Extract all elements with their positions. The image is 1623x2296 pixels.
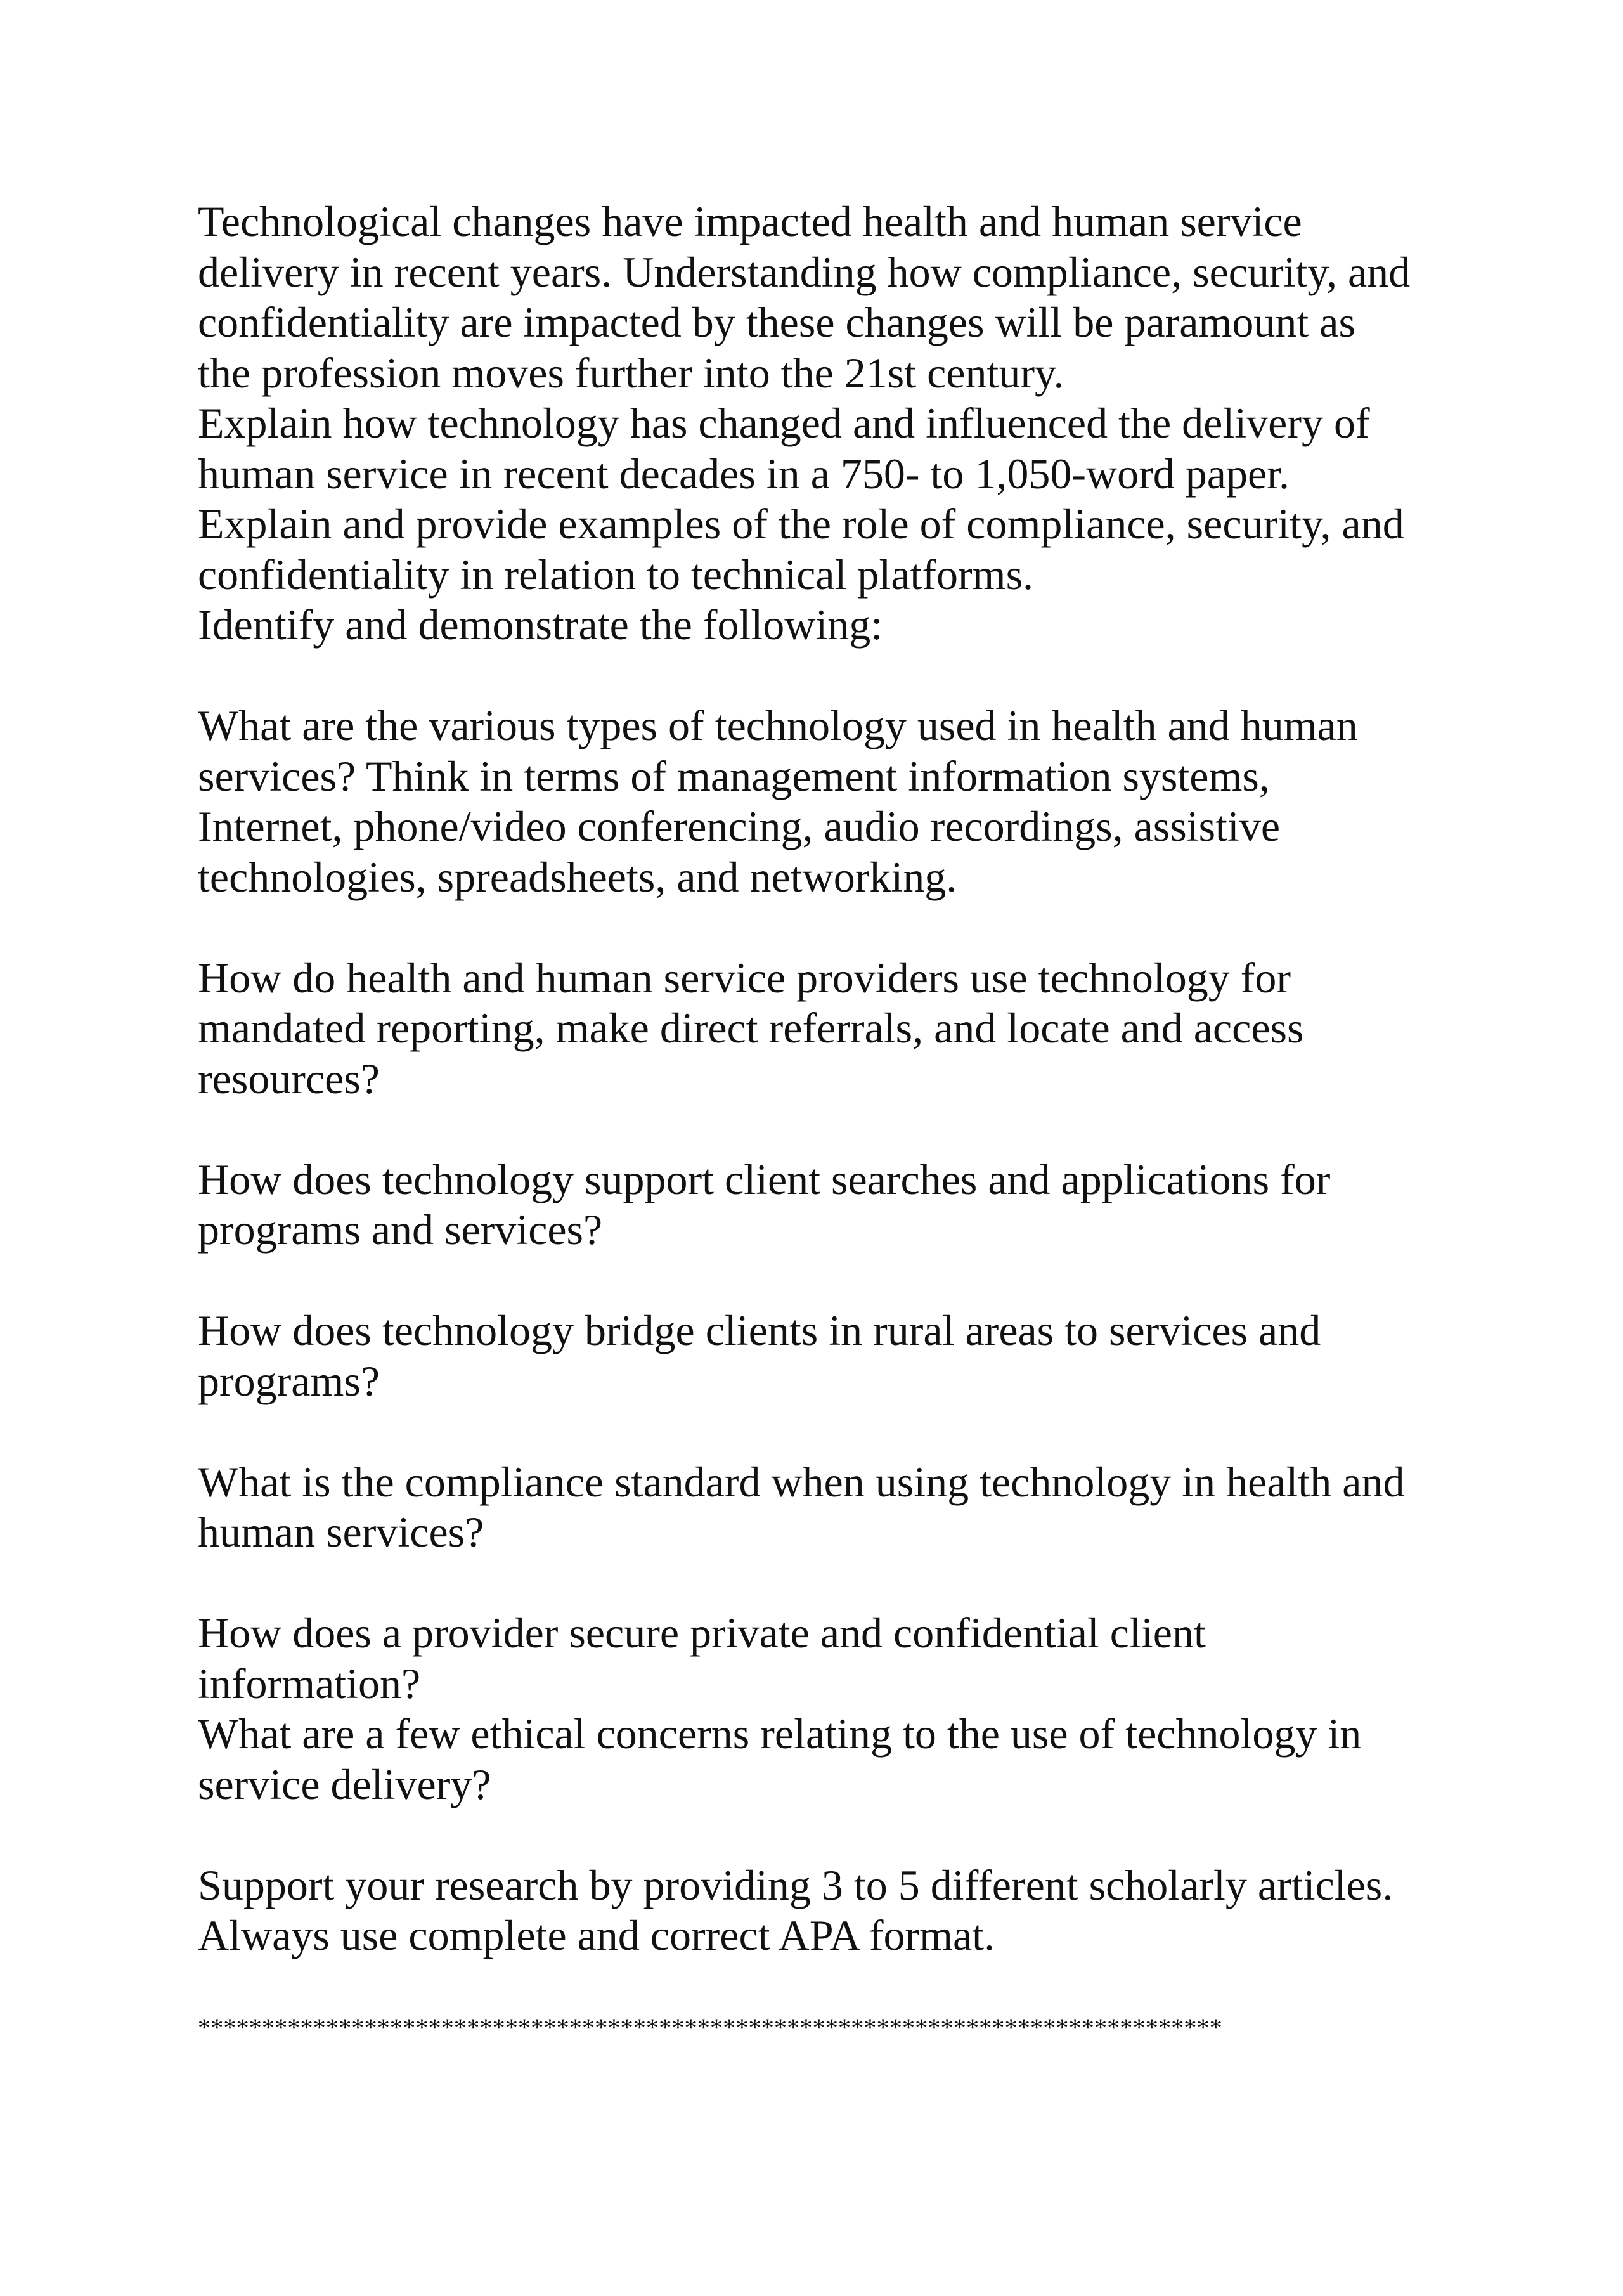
text-line: human services? [198,1508,484,1556]
document-body [198,197,1472,1961]
text-line: What is the compliance standard when using technology in health and [198,1457,1405,1506]
text-line: service delivery? [198,1760,491,1808]
intro-paragraph [198,197,1472,651]
paragraph-spacer [198,1558,1472,1609]
question-client-searches [198,1155,1472,1255]
question-mandated-reporting [198,953,1472,1105]
text-line: Internet, phone/video conferencing, audio recordings, assistive [198,802,1281,850]
text-line: How does technology support client searches and applications for [198,1155,1331,1203]
text-line: How does technology bridge clients in rural areas to services and [198,1306,1321,1354]
text-line: Support your research by providing 3 to 5 different scholarly articles. [198,1860,1393,1909]
text-line: How do health and human service providers use technology for [198,953,1291,1002]
question-compliance-standard [198,1457,1472,1558]
text-line: mandated reporting, make direct referrals, and locate and access [198,1004,1304,1052]
text-line: How does a provider secure private and confidential client [198,1609,1206,1657]
paragraph-spacer [198,1104,1472,1155]
text-line: resources? [198,1054,380,1103]
text-line: Identify and demonstrate the following: [198,600,883,649]
asterisk-divider: ******************************************************************************** [198,2013,1222,2042]
paragraph-spacer [198,1810,1472,1860]
text-line: What are the various types of technology used in health and human [198,701,1358,749]
text-line: programs? [198,1356,380,1405]
text-line: What are a few ethical concerns relating to the use of technology in [198,1709,1362,1758]
text-line: Explain and provide examples of the role of compliance, security, and [198,500,1404,548]
paragraph-spacer [198,1255,1472,1306]
text-line: information? [198,1659,421,1708]
text-line: Explain how technology has changed and influenced the delivery of [198,399,1370,447]
text-line: human service in recent decades in a 750- to 1,050-word paper. [198,449,1290,498]
text-line: programs and services? [198,1205,603,1254]
text-line: technologies, spreadsheets, and networking. [198,852,957,901]
paragraph-spacer [198,902,1472,953]
question-security-ethics [198,1608,1472,1810]
text-line: Always use complete and correct APA format. [198,1911,995,1959]
text-line: Technological changes have impacted health and human service [198,197,1302,245]
text-line: the profession moves further into the 21st century. [198,348,1064,397]
closing-paragraph [198,1860,1472,1961]
question-technology-types [198,701,1472,902]
question-rural-areas [198,1306,1472,1406]
text-line: confidentiality are impacted by these changes will be paramount as [198,298,1355,346]
text-line: confidentiality in relation to technical platforms. [198,550,1034,599]
text-line: delivery in recent years. Understanding how compliance, security, and [198,247,1411,296]
paragraph-spacer [198,651,1472,701]
text-line: services? Think in terms of management information systems, [198,751,1270,800]
paragraph-spacer [198,1406,1472,1457]
